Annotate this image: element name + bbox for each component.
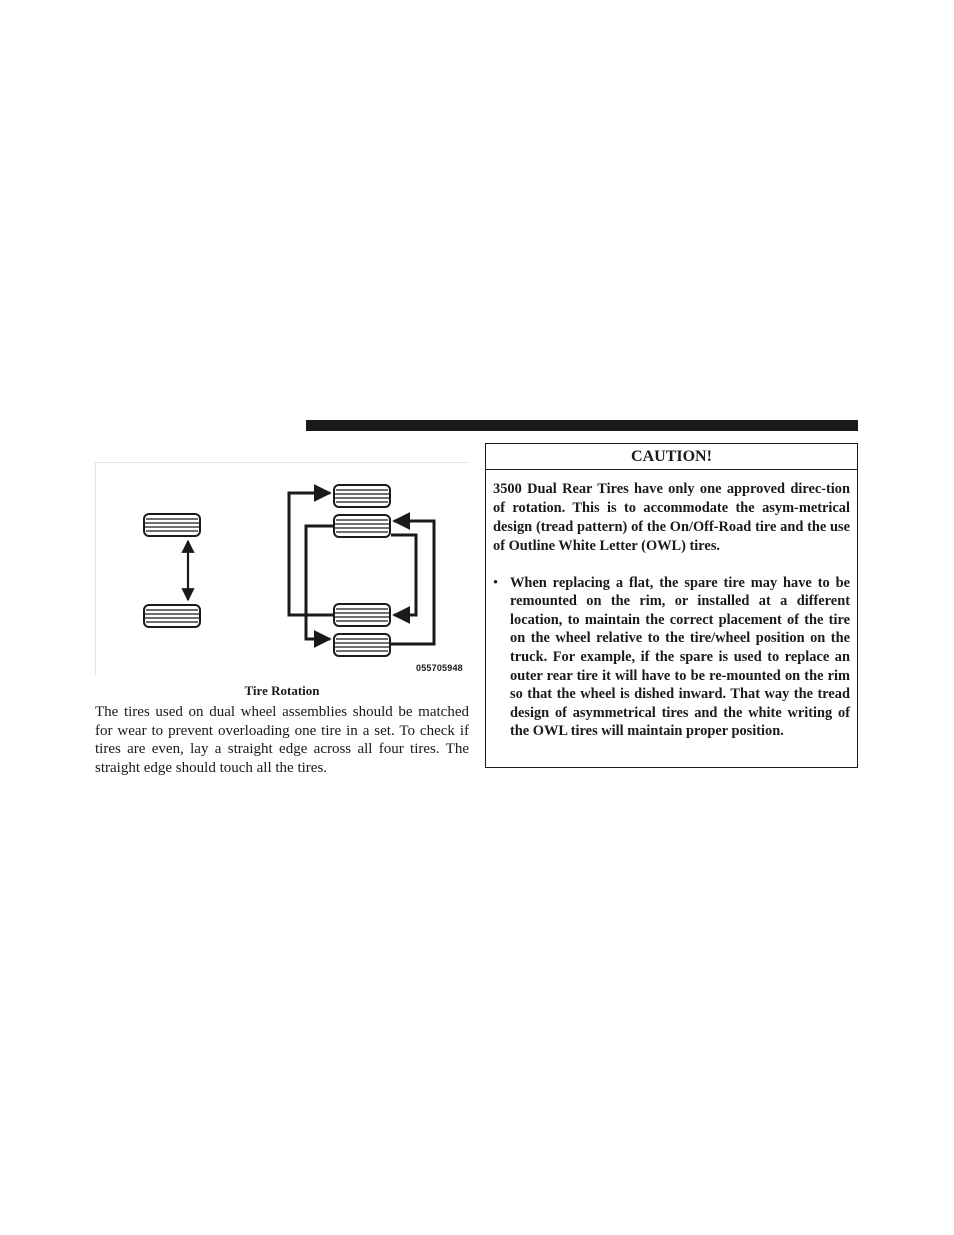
tire-front-left xyxy=(144,514,200,536)
tire-rotation-figure xyxy=(95,462,469,676)
caution-paragraph: 3500 Dual Rear Tires have only one approved direc-tion of rotation. This is to accommodate the asym-metrical design (tread pattern) of the On/Off-Road tire and the use of Outline White Letter (OWL) tires. xyxy=(493,481,850,554)
figure-caption: Tire Rotation xyxy=(244,683,320,698)
body-paragraph: The tires used on dual wheel assemblies should be matched for wear to prevent overloading one tire in a set. To check if tires are even, lay a straight edge across all four tires. The straight edge should touch all the tires. xyxy=(95,704,469,777)
figure-code: 055705948 xyxy=(416,663,463,673)
rotation-arrow-outer-right xyxy=(391,521,434,644)
caution-bullet-list xyxy=(493,574,850,741)
bullet-icon: • xyxy=(493,574,499,591)
rotation-arrow-inner-left xyxy=(306,526,333,639)
caution-bullet-text: When replacing a flat, the spare tire may have to be remounted on the rim, or installed at a different location, to maintain the correct placement of the tire on the wheel relative to the tire/wheel position on the truck. For example, if the spare is used to replace an outer rear tire it will have to be re-mounted on the rim so that the wheel is dished inward. That way the tread design of asymmetrical tires and the white writing of the OWL tires will maintain proper position. xyxy=(510,574,850,740)
section-header-bar xyxy=(306,420,858,431)
tire-dual-bottom-outer xyxy=(334,634,390,656)
tire-dual-top-outer xyxy=(334,485,390,507)
caution-bullet-item xyxy=(493,574,850,741)
tire-rotation-diagram xyxy=(96,463,470,677)
tire-dual-top-inner xyxy=(334,515,390,537)
rotation-arrow-inner-right xyxy=(391,535,416,615)
tire-rear-left xyxy=(144,605,200,627)
caution-title: CAUTION! xyxy=(486,444,857,470)
rotation-arrow-outer-left xyxy=(289,493,333,615)
caution-box xyxy=(485,443,858,768)
tire-dual-bottom-inner xyxy=(334,604,390,626)
